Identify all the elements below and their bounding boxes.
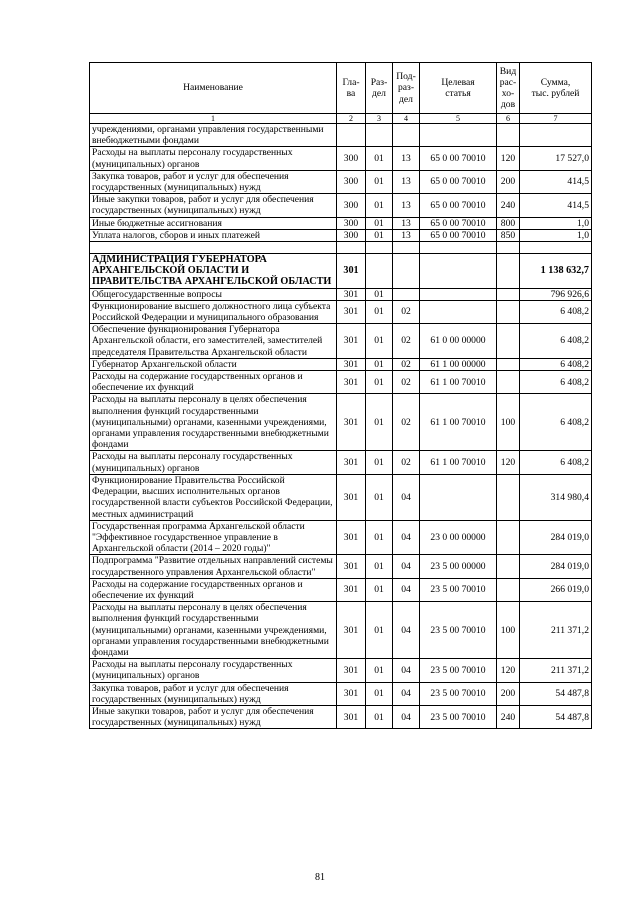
row-summa: 1 138 632,7 (520, 254, 592, 289)
row-podrazdel: 04 (393, 555, 420, 578)
row-vid-rashodov: 850 (497, 229, 520, 241)
row-name: Уплата налогов, сборов и иных платежей (90, 229, 337, 241)
table-row (90, 217, 592, 229)
row-razdel: 01 (366, 300, 393, 323)
table-row (90, 324, 592, 359)
row-podrazdel: 04 (393, 682, 420, 705)
row-name: Иные бюджетные ассигнования (90, 217, 337, 229)
row-summa: 54 487,8 (520, 705, 592, 728)
column-number: 7 (520, 114, 592, 124)
row-podrazdel: 13 (393, 170, 420, 193)
header-podrazdel (393, 63, 420, 114)
row-summa: 314 980,4 (520, 474, 592, 520)
row-summa: 284 019,0 (520, 520, 592, 555)
row-podrazdel: 13 (393, 147, 420, 170)
header-podrazdel-text: Под- раз- дел (396, 71, 416, 105)
row-vid-rashodov: 100 (497, 394, 520, 451)
row-razdel: 01 (366, 682, 393, 705)
row-podrazdel: 04 (393, 602, 420, 659)
row-cel-statya (420, 474, 497, 520)
row-podrazdel: 02 (393, 394, 420, 451)
row-glava: 301 (337, 578, 366, 601)
row-name: Расходы на выплаты персоналу государственных (муниципальных) органов (90, 659, 337, 682)
row-vid-rashodov (497, 474, 520, 520)
row-summa: 414,5 (520, 194, 592, 217)
row-summa: 414,5 (520, 170, 592, 193)
row-vid-rashodov (497, 300, 520, 323)
row-cel-statya: 61 0 00 00000 (420, 324, 497, 359)
row-summa: 17 527,0 (520, 147, 592, 170)
row-glava: 301 (337, 659, 366, 682)
row-summa: 6 408,2 (520, 371, 592, 394)
row-summa: 211 371,2 (520, 659, 592, 682)
row-vid-rashodov (497, 324, 520, 359)
column-number: 6 (497, 114, 520, 124)
row-podrazdel: 13 (393, 229, 420, 241)
budget-table (89, 62, 592, 729)
row-razdel: 01 (366, 324, 393, 359)
table-row (90, 474, 592, 520)
row-cel-statya: 23 5 00 70010 (420, 602, 497, 659)
row-podrazdel: 04 (393, 520, 420, 555)
row-cel-statya: 61 1 00 70010 (420, 394, 497, 451)
row-summa: 6 408,2 (520, 324, 592, 359)
row-name: Функционирование Правительства Российской Федерации, высших исполнительных органов государственной власти субъектов Российской Федерации, местных администраций (90, 474, 337, 520)
table-row (90, 254, 592, 289)
row-cel-statya: 61 1 00 70010 (420, 371, 497, 394)
column-number: 5 (420, 114, 497, 124)
row-name: Обеспечение функционирования Губернатора Архангельской области, его заместителей, заместителей председателя Правительства Архангельской области (90, 324, 337, 359)
row-cel-statya: 65 0 00 70010 (420, 194, 497, 217)
header-cel-statya (420, 63, 497, 114)
row-name: Функционирование высшего должностного лица субъекта Российской Федерации и муниципального образования (90, 300, 337, 323)
table-row (90, 602, 592, 659)
table-row (90, 288, 592, 300)
row-summa: 211 371,2 (520, 602, 592, 659)
row-cel-statya: 23 5 00 70010 (420, 659, 497, 682)
row-vid-rashodov (497, 124, 520, 147)
row-glava: 301 (337, 324, 366, 359)
row-podrazdel: 04 (393, 474, 420, 520)
document-page (89, 62, 591, 729)
row-name: АДМИНИСТРАЦИЯ ГУБЕРНАТОРА АРХАНГЕЛЬСКОЙ ОБЛАСТИ И ПРАВИТЕЛЬСТВА АРХАНГЕЛЬСКОЙ ОБЛАСТИ (90, 254, 337, 289)
row-vid-rashodov: 800 (497, 217, 520, 229)
table-header-row (90, 63, 592, 114)
row-podrazdel: 13 (393, 194, 420, 217)
row-cel-statya: 23 5 00 00000 (420, 555, 497, 578)
table-row (90, 371, 592, 394)
row-name: Государственная программа Архангельской области "Эффективное государственное управление в Архангельской области (2014 – 2020 годы)" (90, 520, 337, 555)
column-number: 4 (393, 114, 420, 124)
table-body (90, 124, 592, 729)
row-razdel: 01 (366, 194, 393, 217)
row-razdel: 01 (366, 229, 393, 241)
row-cel-statya (420, 124, 497, 147)
header-name: Наименование (90, 63, 337, 114)
row-razdel: 01 (366, 520, 393, 555)
table-row (90, 300, 592, 323)
header-razdel (366, 63, 393, 114)
row-glava: 301 (337, 555, 366, 578)
row-cel-statya: 65 0 00 70010 (420, 217, 497, 229)
row-vid-rashodov (497, 578, 520, 601)
row-podrazdel (393, 254, 420, 289)
row-glava: 301 (337, 451, 366, 474)
row-summa: 6 408,2 (520, 451, 592, 474)
row-summa: 266 019,0 (520, 578, 592, 601)
table-row (90, 451, 592, 474)
row-glava: 301 (337, 394, 366, 451)
row-vid-rashodov (497, 358, 520, 370)
row-podrazdel: 02 (393, 371, 420, 394)
row-podrazdel (393, 288, 420, 300)
row-cel-statya: 23 5 00 70010 (420, 682, 497, 705)
row-glava: 301 (337, 254, 366, 289)
row-podrazdel: 02 (393, 358, 420, 370)
row-vid-rashodov: 100 (497, 602, 520, 659)
row-podrazdel: 04 (393, 705, 420, 728)
row-summa (520, 242, 592, 254)
row-summa: 6 408,2 (520, 300, 592, 323)
column-number: 1 (90, 114, 337, 124)
row-name: Расходы на содержание государственных органов и обеспечение их функций (90, 371, 337, 394)
row-glava: 301 (337, 602, 366, 659)
row-name: Расходы на выплаты персоналу в целях обеспечения выполнения функций государственными (муниципальными) органами, казенными учреждениями, органами управления государственными внебюджетными фондами (90, 394, 337, 451)
row-glava: 301 (337, 520, 366, 555)
row-summa: 796 926,6 (520, 288, 592, 300)
row-vid-rashodov (497, 371, 520, 394)
row-vid-rashodov (497, 242, 520, 254)
header-razdel-text: Раз- дел (370, 76, 388, 99)
table-row (90, 358, 592, 370)
row-vid-rashodov: 200 (497, 682, 520, 705)
row-summa: 284 019,0 (520, 555, 592, 578)
header-cel-statya-text: Целевая статья (441, 76, 475, 99)
row-name: Расходы на содержание государственных органов и обеспечение их функций (90, 578, 337, 601)
row-name: учреждениями, органами управления государственными внебюджетными фондами (90, 124, 337, 147)
row-cel-statya: 65 0 00 70010 (420, 229, 497, 241)
table-row (90, 124, 592, 147)
table-row (90, 705, 592, 728)
column-number: 3 (366, 114, 393, 124)
row-glava: 300 (337, 217, 366, 229)
row-name: Иные закупки товаров, работ и услуг для обеспечения государственных (муниципальных) нужд (90, 194, 337, 217)
row-vid-rashodov (497, 254, 520, 289)
row-razdel: 01 (366, 578, 393, 601)
row-summa (520, 124, 592, 147)
row-name: Иные закупки товаров, работ и услуг для обеспечения государственных (муниципальных) нужд (90, 705, 337, 728)
table-row (90, 578, 592, 601)
row-razdel: 01 (366, 170, 393, 193)
row-cel-statya: 23 0 00 00000 (420, 520, 497, 555)
row-razdel (366, 242, 393, 254)
header-glava (337, 63, 366, 114)
header-vid-rashodov-text: Вид рас- хо- дов (499, 65, 517, 111)
row-podrazdel (393, 242, 420, 254)
row-razdel: 01 (366, 474, 393, 520)
row-vid-rashodov: 120 (497, 147, 520, 170)
row-cel-statya (420, 288, 497, 300)
row-razdel: 01 (366, 555, 393, 578)
row-cel-statya: 61 1 00 00000 (420, 358, 497, 370)
row-vid-rashodov (497, 520, 520, 555)
row-podrazdel: 02 (393, 451, 420, 474)
row-name: Губернатор Архангельской области (90, 358, 337, 370)
table-row (90, 229, 592, 241)
row-razdel: 01 (366, 288, 393, 300)
row-name: Общегосударственные вопросы (90, 288, 337, 300)
row-glava: 300 (337, 147, 366, 170)
page-number: 81 (315, 872, 325, 883)
row-vid-rashodov (497, 555, 520, 578)
table-row (90, 242, 592, 254)
row-name (90, 242, 337, 254)
row-glava: 301 (337, 300, 366, 323)
header-summa-text: Сумма, тыс. рублей (531, 76, 580, 99)
row-razdel: 01 (366, 659, 393, 682)
row-cel-statya: 61 1 00 70010 (420, 451, 497, 474)
row-summa: 6 408,2 (520, 394, 592, 451)
row-summa: 1,0 (520, 229, 592, 241)
table-row (90, 170, 592, 193)
row-vid-rashodov: 120 (497, 659, 520, 682)
row-vid-rashodov: 240 (497, 194, 520, 217)
row-razdel: 01 (366, 371, 393, 394)
header-vid-rashodov (497, 63, 520, 114)
header-summa (520, 63, 592, 114)
row-glava (337, 124, 366, 147)
row-glava: 300 (337, 194, 366, 217)
table-row (90, 682, 592, 705)
row-glava (337, 242, 366, 254)
row-glava: 300 (337, 170, 366, 193)
table-row (90, 394, 592, 451)
table-row (90, 555, 592, 578)
row-name: Закупка товаров, работ и услуг для обеспечения государственных (муниципальных) нужд (90, 682, 337, 705)
row-cel-statya: 23 5 00 70010 (420, 578, 497, 601)
row-name: Закупка товаров, работ и услуг для обеспечения государственных (муниципальных) нужд (90, 170, 337, 193)
row-vid-rashodov: 120 (497, 451, 520, 474)
row-glava: 301 (337, 288, 366, 300)
row-podrazdel: 04 (393, 578, 420, 601)
column-number: 2 (337, 114, 366, 124)
row-name: Расходы на выплаты персоналу государственных (муниципальных) органов (90, 147, 337, 170)
row-glava: 300 (337, 229, 366, 241)
row-vid-rashodov: 240 (497, 705, 520, 728)
row-glava: 301 (337, 358, 366, 370)
row-cel-statya (420, 254, 497, 289)
row-cel-statya: 65 0 00 70010 (420, 147, 497, 170)
row-razdel (366, 124, 393, 147)
header-glava-text: Гла- ва (342, 76, 360, 99)
row-glava: 301 (337, 705, 366, 728)
row-summa: 6 408,2 (520, 358, 592, 370)
row-razdel: 01 (366, 147, 393, 170)
row-cel-statya (420, 242, 497, 254)
row-razdel (366, 254, 393, 289)
row-razdel: 01 (366, 451, 393, 474)
row-podrazdel: 13 (393, 217, 420, 229)
row-cel-statya (420, 300, 497, 323)
table-row (90, 520, 592, 555)
row-razdel: 01 (366, 358, 393, 370)
row-vid-rashodov: 200 (497, 170, 520, 193)
row-podrazdel: 02 (393, 324, 420, 359)
row-glava: 301 (337, 371, 366, 394)
row-cel-statya: 65 0 00 70010 (420, 170, 497, 193)
row-podrazdel: 04 (393, 659, 420, 682)
row-summa: 54 487,8 (520, 682, 592, 705)
row-cel-statya: 23 5 00 70010 (420, 705, 497, 728)
row-razdel: 01 (366, 394, 393, 451)
row-razdel: 01 (366, 705, 393, 728)
row-glava: 301 (337, 682, 366, 705)
row-name: Расходы на выплаты персоналу в целях обеспечения выполнения функций государственными (муниципальными) органами, казенными учреждениями, органами управления государственными внебюджетными фондами (90, 602, 337, 659)
table-row (90, 194, 592, 217)
row-summa: 1,0 (520, 217, 592, 229)
row-podrazdel: 02 (393, 300, 420, 323)
row-name: Подпрограмма "Развитие отдельных направлений системы государственного управления Архангельской области" (90, 555, 337, 578)
row-name: Расходы на выплаты персоналу государственных (муниципальных) органов (90, 451, 337, 474)
row-glava: 301 (337, 474, 366, 520)
row-razdel: 01 (366, 602, 393, 659)
row-razdel: 01 (366, 217, 393, 229)
row-podrazdel (393, 124, 420, 147)
table-row (90, 147, 592, 170)
row-vid-rashodov (497, 288, 520, 300)
column-numbers-row (90, 114, 592, 124)
table-row (90, 659, 592, 682)
